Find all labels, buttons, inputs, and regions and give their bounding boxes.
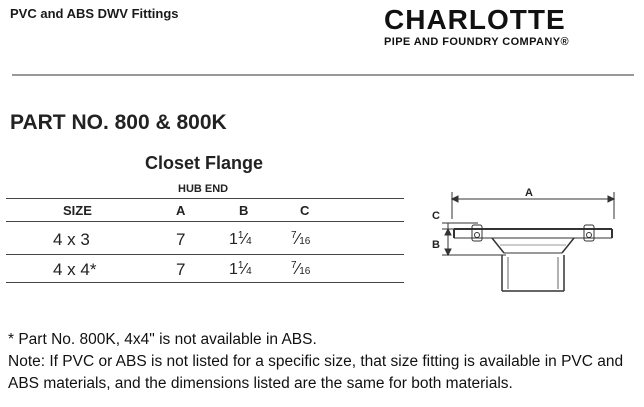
brand-subtitle: PIPE AND FOUNDRY COMPANY® <box>384 36 569 48</box>
footnote-availability: * Part No. 800K, 4x4" is not available in ABS. <box>8 331 317 348</box>
bolt-hole-right-icon <box>587 233 592 238</box>
table-header-rule <box>6 221 404 222</box>
table-cell-a: 7 <box>176 230 186 249</box>
document-header-title: PVC and ABS DWV Fittings <box>10 6 179 21</box>
table-cell-size: 4 x 4* <box>53 260 97 279</box>
table-cell-b: $1^1⁄4$ <box>229 260 252 278</box>
table-title: Closet Flange <box>145 153 264 173</box>
table-cell-size: 4 x 3 <box>53 230 90 249</box>
table-bottom-rule <box>6 282 404 283</box>
table-cell-c: $^7$⁄16 <box>291 260 311 278</box>
table-cell-b: $1^1⁄4$ <box>229 230 252 248</box>
column-header-a: A <box>176 203 186 218</box>
table-row-rule <box>6 254 404 255</box>
column-header-b: B <box>239 203 249 218</box>
table-top-rule <box>6 198 404 199</box>
note-materials-line-1: Note: If PVC or ABS is not listed for a specific size, that size fitting is available in PVC and <box>8 353 624 370</box>
part-number-heading: PART NO. 800 & 800K <box>10 111 227 134</box>
table-cell-c: $^7$⁄16 <box>291 230 311 248</box>
diagram-label-a: A <box>525 187 533 199</box>
closet-flange-diagram <box>420 185 634 295</box>
table-subtitle: HUB END <box>178 183 229 195</box>
arrow-down-icon <box>445 249 451 255</box>
diagram-label-c: C <box>432 210 440 222</box>
note-materials-line-2: ABS materials, and the dimensions listed are the same for both materials. <box>8 375 513 392</box>
table-cell-a: 7 <box>176 260 186 279</box>
arrow-right-icon <box>608 196 614 202</box>
column-header-size: SIZE <box>63 203 92 218</box>
brand-logo-text: CHARLOTTE <box>384 4 566 35</box>
bolt-hole-left-icon <box>475 233 480 238</box>
diagram-label-b: B <box>432 239 440 251</box>
arrow-left-icon <box>452 196 458 202</box>
header-divider <box>12 74 634 76</box>
arrow-up-icon <box>445 229 451 235</box>
column-header-c: C <box>300 203 310 218</box>
